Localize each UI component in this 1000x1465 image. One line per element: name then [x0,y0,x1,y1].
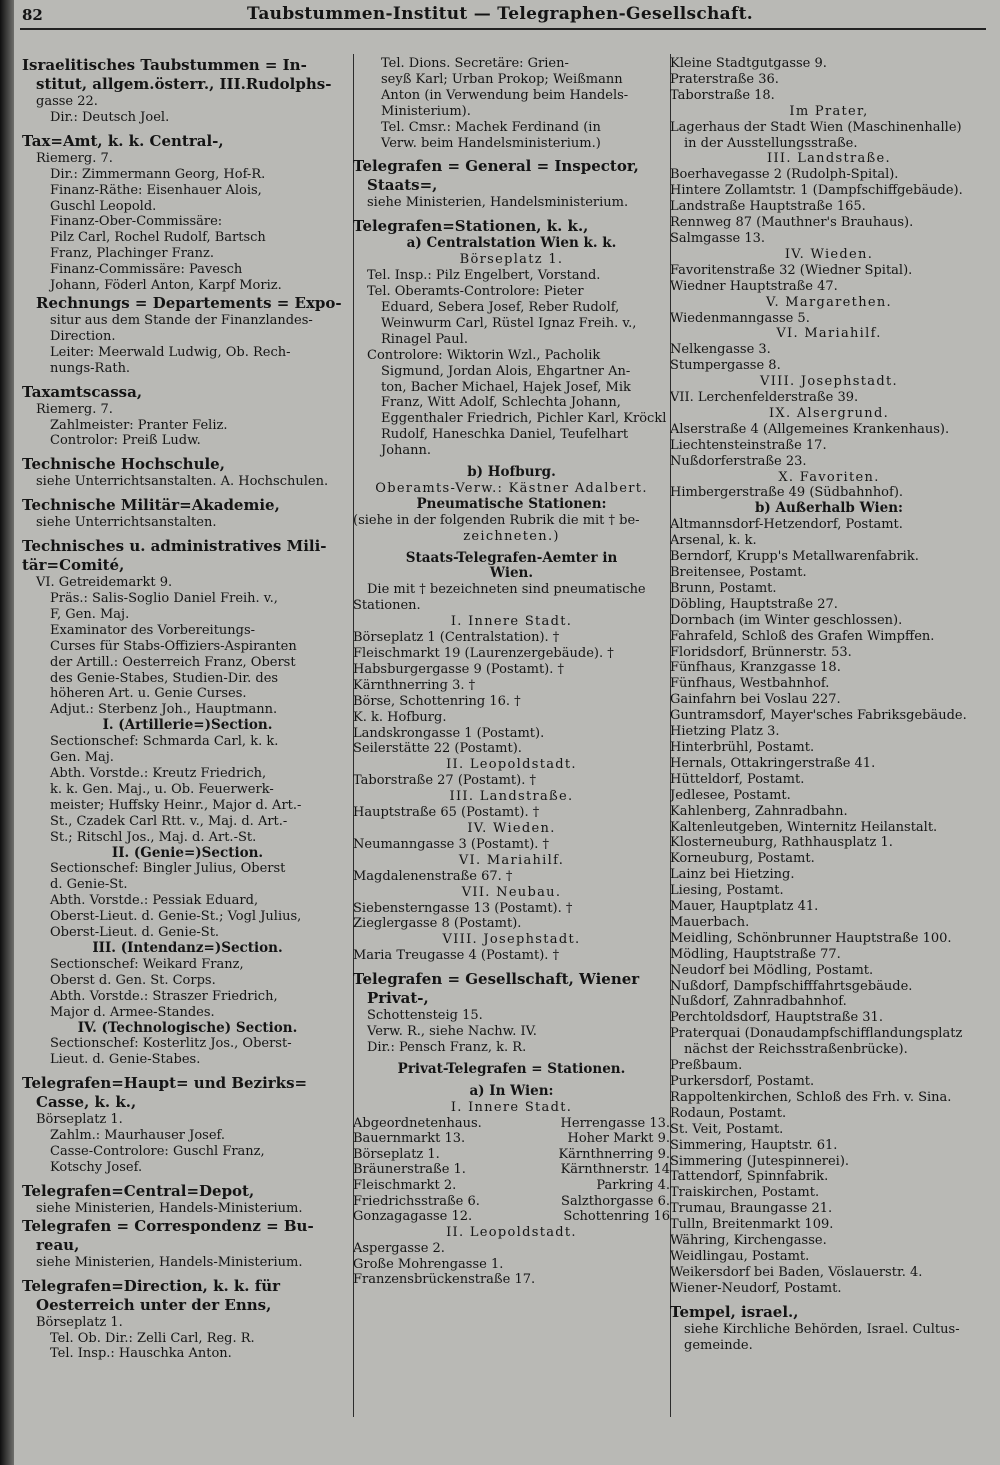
entry-line: Mauerbach. [670,914,750,930]
entry-heading: Staats=, [367,176,438,195]
district-heading: I. Innere Stadt. [450,1099,573,1115]
entry-line: Große Mohrengasse 1. [353,1256,504,1272]
entry-line: Kleine Stadtgutgasse 9. [670,56,827,71]
entry-line: siehe Kirchliche Behörden, Israel. Cultus- [684,1321,960,1337]
district-heading: III. Landstraße. [767,151,891,167]
district-heading: VIII. Josephstadt. [442,932,581,948]
entry-line: Währing, Kirchengasse. [670,1233,827,1249]
entry-line: Tel. Dions. Secretäre: Grien- [381,56,569,71]
entry-heading: tär=Comité, [22,556,125,575]
entry-line: Arsenal, k. k. [670,533,757,549]
district-heading: I. Innere Stadt. [450,614,573,630]
entry-line: Alserstraße 4 (Allgemeines Krankenhaus). [670,421,950,437]
entry-line: (siehe in der folgenden Rubrik die mit † be- [353,512,640,528]
entry-line: Kahlenberg, Zahnradbahn. [670,803,848,819]
station-pair-row [353,1209,670,1225]
section-heading: II. (Genie=)Section. [111,844,264,861]
entry-line: Breitensee, Postamt. [670,565,807,580]
entry-line: Gainfahrn bei Voslau 227. [670,692,841,708]
entry-line: der Artill.: Oesterreich Franz, Oberst [50,654,296,670]
entry-line: Hintere Zollamtstr. 1 (Dampfschiffgebäude). [670,183,963,199]
entry-heading: Telegrafen = General = Inspector, [353,157,639,176]
entry-line: Taborstraße 18. [670,87,775,103]
entry-line: siehe Unterrichtsanstalten. A. Hochschulen. [36,474,329,490]
entry-line: Fahrafeld, Schloß des Grafen Wimpffen. [670,628,935,644]
entry-line: Franz, Witt Adolf, Schlechta Johann, [381,395,621,411]
entry-line: Stationen. [353,598,421,614]
district-heading: VII. Neubau. [461,884,562,900]
entry-line: Neumanngasse 3 (Postamt). † [353,836,550,852]
entry-line: Favoritenstraße 32 (Wiedner Spital). [670,262,913,278]
entry-line: Pilz Carl, Rochel Rudolf, Bartsch [50,230,266,246]
entry-line: Boerhavegasse 2 (Rudolph-Spital). [670,167,899,183]
section-heading: Pneumatische Stationen: [416,495,607,512]
entry-line: Klosterneuburg, Rathhausplatz 1. [670,835,893,851]
entry-line: Oberst-Lieut. d. Genie-St.; Vogl Julius, [50,909,302,925]
entry-line: Rappoltenkirchen, Schloß des Frh. v. Sina. [670,1089,952,1105]
entry-line: Lainz bei Hietzing. [670,867,795,883]
entry-line: Hütteldorf, Postamt. [670,771,805,787]
entry-line: Sectionschef: Kosterlitz Jos., Oberst- [50,1036,292,1052]
entry-line: Franzensbrückenstraße 17. [353,1272,536,1288]
entry-line: ton, Bacher Michael, Hajek Josef, Mik [381,379,631,395]
entry-line: Abth. Vorstde.: Straszer Friedrich, [50,988,278,1004]
section-heading: b) Hofburg. [467,464,556,481]
entry-line: F, Gen. Maj. [50,606,130,622]
district-heading: III. Landstraße. [449,789,574,805]
entry-line: Nußdorf, Dampfschifffahrtsgebäude. [670,978,913,994]
entry-line: Meidling, Schönbrunner Hauptstraße 100. [670,930,952,946]
entry-line: St., Czadek Carl Rtt. v., Maj. d. Art.- [50,813,288,829]
entry-line: Börseplatz 1 (Centralstation). † [353,630,560,646]
district-heading: II. Leopoldstadt. [446,757,577,773]
column-middle [353,56,670,1449]
entry-line: Leiter: Meerwald Ludwig, Ob. Rech- [50,344,291,360]
entry-line: k. k. Gen. Maj., u. Ob. Feuerwerk- [50,781,274,797]
entry-line: Weinwurm Carl, Rüstel Ignaz Freih. v., [381,315,637,331]
entry-line: Simmering (Jutespinnerei). [670,1153,850,1169]
entry-line: siehe Ministerien, Handelsministerium. [367,195,629,211]
entry-line: Weikersdorf bei Baden, Vöslauerstr. 4. [670,1264,923,1280]
entry-line: Nußdorf, Zahnradbahnhof. [670,994,847,1010]
entry-line: Sectionschef: Weikard Franz, [50,956,244,972]
station-address: Fleischmarkt 2. [353,1177,457,1193]
entry-line: Floridsdorf, Brünnerstr. 53. [670,644,852,660]
entry-line: Purkersdorf, Postamt. [670,1074,815,1089]
entry-line: Tel. Cmsr.: Machek Ferdinand (in [381,119,601,135]
entry-line: Sectionschef: Schmarda Carl, k. k. [50,734,279,750]
entry-line: Kaltenleutgeben, Winternitz Heilanstalt. [670,819,938,835]
station-address: Kärnthnerstr. 14 [560,1162,670,1178]
column-middle-entries [353,56,670,1116]
entry-line: VII. Lerchenfelderstraße 39. [670,390,859,406]
station-address: Gonzagagasse 12. [353,1209,473,1225]
entry-line: Preßbaum. [670,1058,743,1074]
section-heading: a) In Wien: [469,1082,554,1099]
entry-line: Curses für Stabs-Offiziers-Aspiranten [50,638,297,654]
entry-line: Dir.: Zimmermann Georg, Hof-R. [50,166,266,182]
entry-line: Guntramsdorf, Mayer'sches Fabriksgebäude. [670,708,967,724]
station-address: Schottenring 16 [563,1209,670,1225]
station-address: Börseplatz 1. [353,1146,440,1162]
entry-line: Riemerg. 7. [36,401,113,417]
entry-line: Guschl Leopold. [50,198,157,214]
entry-line: Fleischmarkt 19 (Laurenzergebäude). † [353,646,614,661]
entry-line: Rodaun, Postamt. [670,1105,787,1121]
entry-line: Stumpergasse 8. [670,358,781,374]
district-heading: IX. Alsergrund. [768,405,889,421]
entry-line: Trumau, Braungasse 21. [670,1201,833,1217]
entry-line: Brunn, Postamt. [670,580,777,596]
station-address: Hoher Markt 9. [567,1131,670,1147]
entry-line: Lagerhaus der Stadt Wien (Maschinenhalle) [670,119,962,135]
entry-heading: Technische Militär=Akademie, [22,496,280,515]
entry-line: VI. Getreidemarkt 9. [36,575,173,591]
entry-line: Nußdorferstraße 23. [670,453,807,469]
entry-line: Mödling, Hauptstraße 77. [670,946,841,962]
district-heading: VI. Mariahilf. [776,326,882,342]
entry-line: K. k. Hofburg. [353,709,447,725]
entry-line: Aspergasse 2. [353,1240,445,1256]
entry-heading: Casse, k. k., [36,1093,137,1112]
entry-line: Lieut. d. Genie-Stabes. [50,1052,201,1068]
entry-line: Börseplatz 1. [36,1314,123,1330]
station-pair-row [353,1178,670,1194]
entry-line: siehe Ministerien, Handels-Ministerium. [36,1254,303,1270]
entry-line: Berndorf, Krupp's Metallwarenfabrik. [670,549,919,565]
entry-heading: Israelitisches Taubstummen = In- [22,56,307,74]
entry-line: Liesing, Postamt. [670,883,784,899]
entry-line: Oberst d. Gen. St. Corps. [50,972,216,988]
entry-line: Franz, Plachinger Franz. [50,246,215,262]
entry-line: Eduard, Sebera Josef, Reber Rudolf, [381,299,620,315]
entry-line: Simmering, Hauptstr. 61. [670,1137,838,1153]
entry-heading: reau, [36,1235,80,1254]
section-heading: Wien. [489,565,534,582]
entry-line: seyß Karl; Urban Prokop; Weißmann [381,71,623,87]
station-pair-row [353,1131,670,1147]
entry-line: Korneuburg, Postamt. [670,851,815,867]
entry-line: Praterstraße 36. [670,71,779,87]
entry-line: Nelkengasse 3. [670,342,771,358]
section-heading: I. (Artillerie=)Section. [102,717,273,734]
station-address: Abgeordnetenhaus. [353,1115,482,1131]
entry-line: Fünfhaus, Westbahnhof. [670,676,830,692]
section-heading: IV. (Technologische) Section. [77,1019,298,1036]
section-heading: Privat-Telegrafen = Stationen. [397,1060,626,1077]
entry-line: Sigmund, Jordan Alois, Ehgartner An- [381,363,631,379]
entry-heading: Oesterreich unter der Enns, [36,1295,272,1314]
entry-line: Controlor: Preiß Ludw. [50,433,201,449]
entry-line: Magdalenenstraße 67. † [353,868,513,884]
station-pair-row [353,1116,670,1132]
section-heading: b) Außerhalb Wien: [754,500,904,517]
entry-line: Landstraße Hauptstraße 165. [670,199,866,215]
entry-line: Rudolf, Haneschka Daniel, Teufelhart [381,427,629,443]
entry-heading: stitut, allgem.österr., III.Rudolphs- [36,75,332,93]
running-header: Taubstummen-Institut — Telegraphen-Gesellschaft. [247,4,753,24]
entry-line: Hinterbrühl, Postamt. [670,739,815,755]
entry-line: Finanz-Ober-Commissäre: [50,214,223,230]
entry-line: Gen. Maj. [50,750,114,766]
entry-line: Wiedner Hauptstraße 47. [670,278,838,294]
district-heading: Im Prater, [789,103,869,119]
entry-line: des Genie-Stabes, Studien-Dir. des [50,670,279,686]
entry-line: Tel. Insp.: Hauschka Anton. [50,1346,232,1362]
entry-line: Wiedenmanngasse 5. [670,310,810,326]
entry-line: Habsburgergasse 9 (Postamt). † [353,661,565,677]
header-rule [20,28,986,30]
entry-line: nungs-Rath. [50,360,131,376]
entry-line: Casse-Controlore: Guschl Franz, [50,1144,265,1160]
section-heading: Staats-Telegrafen-Aemter in [405,549,618,566]
entry-heading: Tempel, israel., [670,1302,799,1321]
entry-heading: Privat-, [367,989,429,1008]
entry-line: Controlore: Wiktorin Wzl., Pacholik [367,347,601,363]
entry-line: Kärnthnerring 3. † [353,677,476,693]
entry-line: Abth. Vorstde.: Kreutz Friedrich, [50,766,267,781]
entry-line: d. Genie-St. [50,877,128,893]
entry-line: Dir.: Deutsch Joel. [50,109,170,125]
column-right [670,56,988,1449]
entry-line: Rennweg 87 (Mauthner's Brauhaus). [670,215,914,231]
station-address: Kärnthnerring 9. [558,1146,670,1162]
district-heading: X. Favoriten. [778,469,880,485]
entry-line: Liechtensteinstraße 17. [670,437,827,453]
entry-line: Hauptstraße 65 (Postamt). † [353,805,540,821]
entry-line: Fünfhaus, Kranzgasse 18. [670,660,841,676]
entry-line: Johann. [381,443,432,459]
entry-line: Rinagel Paul. [381,331,468,347]
entry-line: Verw. beim Handelsministerium.) [381,135,601,151]
entry-line: Hietzing Platz 3. [670,724,780,740]
entry-line: Jedlesee, Postamt. [670,787,791,803]
entry-line: Zieglergasse 8 (Postamt). [353,916,522,932]
entry-line: Altmannsdorf-Hetzendorf, Postamt. [670,517,903,533]
entry-line: meister; Huffsky Heinr., Major d. Art.- [50,797,302,813]
entry-line: St. Veit, Postamt. [670,1121,784,1137]
entry-line: Riemerg. 7. [36,150,113,166]
entry-line: Schottensteig 15. [367,1008,483,1024]
station-pair-row [353,1194,670,1210]
entry-line: Tel. Insp.: Pilz Engelbert, Vorstand. [367,268,601,284]
entry-heading: Technisches u. administratives Mili- [22,537,327,556]
entry-line: Adjut.: Sterbenz Joh., Hauptmann. [50,702,278,718]
district-heading: V. Margarethen. [766,294,892,310]
entry-line: Döbling, Hauptstraße 27. [670,596,838,612]
entry-line: Dir.: Pensch Franz, k. R. [367,1039,527,1055]
entry-line: Tulln, Breitenmarkt 109. [670,1217,834,1233]
entry-line: Perchtoldsdorf, Hauptstraße 31. [670,1010,883,1026]
entry-line: Mauer, Hauptplatz 41. [670,899,819,915]
entry-heading: Telegrafen = Correspondenz = Bu- [22,1216,314,1235]
district-heading: IV. Wieden. [467,820,556,836]
entry-line: Wiener-Neudorf, Postamt. [670,1280,842,1296]
entry-line: Präs.: Salis-Soglio Daniel Freih. v., [50,591,278,607]
page-number: 82 [22,6,43,24]
entry-line: Die mit † bezeichneten sind pneumatische [367,582,646,598]
column-left [22,56,353,1449]
station-address: Parkring 4. [596,1177,670,1193]
entry-line: Zahlmeister: Pranter Feliz. [50,417,228,433]
entry-line: Hernals, Ottakringerstraße 41. [670,755,876,771]
entry-line: Examinator des Vorbereitungs- [50,622,256,638]
entry-line: Finanz-Commissäre: Pavesch [50,262,243,278]
entry-line: Börseplatz 1. [36,1112,123,1128]
entry-line: Sectionschef: Bingler Julius, Oberst [50,861,286,877]
section-heading: a) Centralstation Wien k. k. [406,235,617,252]
station-address: Bräunerstraße 1. [353,1162,466,1178]
entry-heading: Rechnungs = Departements = Expo- [36,293,342,312]
entry-heading: Telegrafen=Haupt= und Bezirks= [22,1074,308,1093]
entry-line: gemeinde. [684,1337,753,1353]
entry-line: siehe Unterrichtsanstalten. [36,515,217,531]
entry-heading: Telegrafen = Gesellschaft, Wiener [353,970,640,989]
entry-line: Salmgasse 13. [670,230,766,246]
entry-line: höheren Art. u. Genie Curses. [50,686,247,702]
entry-heading: Telegrafen=Direction, k. k. für [22,1276,281,1295]
entry-line: Taborstraße 27 (Postamt). † [353,773,536,789]
entry-line: Tel. Oberamts-Controlore: Pieter [367,284,584,300]
entry-line: Tel. Ob. Dir.: Zelli Carl, Reg. R. [50,1330,255,1346]
entry-line: Oberst-Lieut. d. Genie-St. [50,925,220,941]
entry-line: Abth. Vorstde.: Pessiak Eduard, [50,893,259,909]
district-heading: II. Leopoldstadt. [446,1224,577,1240]
district-heading: VI. Mariahilf. [458,852,565,868]
column-middle-tail [353,1225,670,1289]
entry-heading: Taxamtscassa, [22,382,143,401]
entry-line: Dornbach (im Winter geschlossen). [670,612,903,628]
entry-line: situr aus dem Stande der Finanzlandes- [50,312,313,328]
entry-line: Landskrongasse 1 (Postamt). [353,725,545,741]
entry-line: Johann, Föderl Anton, Karpf Moriz. [50,278,282,294]
station-address: Friedrichsstraße 6. [353,1193,480,1209]
entry-line: Eggenthaler Friedrich, Pichler Karl, Kröckl [381,411,667,427]
entry-line: Major d. Armee-Standes. [50,1004,215,1020]
entry-line: Himbergerstraße 49 (Südbahnhof). [670,485,904,501]
station-address: Salzthorgasse 6. [561,1193,670,1209]
station-pairs-table [353,1116,670,1225]
entry-line: Direction. [50,328,116,344]
district-heading: IV. Wieden. [784,246,874,262]
entry-line: Anton (in Verwendung beim Handels- [381,87,629,103]
entry-line: gasse 22. [36,94,98,109]
entry-line: Zahlm.: Maurhauser Josef. [50,1128,226,1144]
district-heading: Börseplatz 1. [459,252,564,268]
entry-heading: Telegrafen=Stationen, k. k., [353,217,589,236]
district-heading: zeichneten.) [463,528,560,544]
entry-line: Tattendorf, Spinnfabrik. [670,1169,829,1185]
district-heading: Oberamts-Verw.: Kästner Adalbert. [375,480,648,496]
station-pair-row [353,1162,670,1178]
entry-line: Finanz-Räthe: Eisenhauer Alois, [50,182,262,198]
entry-line: Ministerium). [381,103,471,119]
entry-line: Börse, Schottenring 16. † [353,693,521,709]
entry-line: Traiskirchen, Postamt. [670,1185,820,1201]
entry-heading: Telegrafen=Central=Depot, [22,1181,255,1200]
entry-line: Seilerstätte 22 (Postamt). [353,741,522,757]
entry-line: Kotschy Josef. [50,1159,143,1175]
station-address: Bauernmarkt 13. [353,1131,466,1147]
station-pair-row [353,1147,670,1163]
entry-line: St.; Ritschl Jos., Maj. d. Art.-St. [50,829,257,845]
entry-line: Verw. R., siehe Nachw. IV. [367,1024,537,1040]
entry-line: siehe Ministerien, Handels-Ministerium. [36,1200,303,1216]
entry-line: Praterquai (Donaudampfschifflandungsplatz [670,1026,963,1042]
entry-heading: Tax=Amt, k. k. Central-, [22,131,224,150]
entry-line: in der Ausstellungsstraße. [684,135,858,151]
entry-line: Siebensterngasse 13 (Postamt). † [353,900,573,916]
entry-line: Neudorf bei Mödling, Postamt. [670,962,874,978]
entry-line: Weidlingau, Postamt. [670,1248,810,1264]
station-address: Herrengasse 13. [560,1115,670,1131]
section-heading: III. (Intendanz=)Section. [92,939,283,956]
district-heading: VIII. Josephstadt. [760,374,898,390]
entry-heading: Technische Hochschule, [22,455,225,474]
entry-line: Maria Treugasse 4 (Postamt). † [353,948,560,964]
entry-line: nächst der Reichsstraßenbrücke). [684,1042,908,1058]
